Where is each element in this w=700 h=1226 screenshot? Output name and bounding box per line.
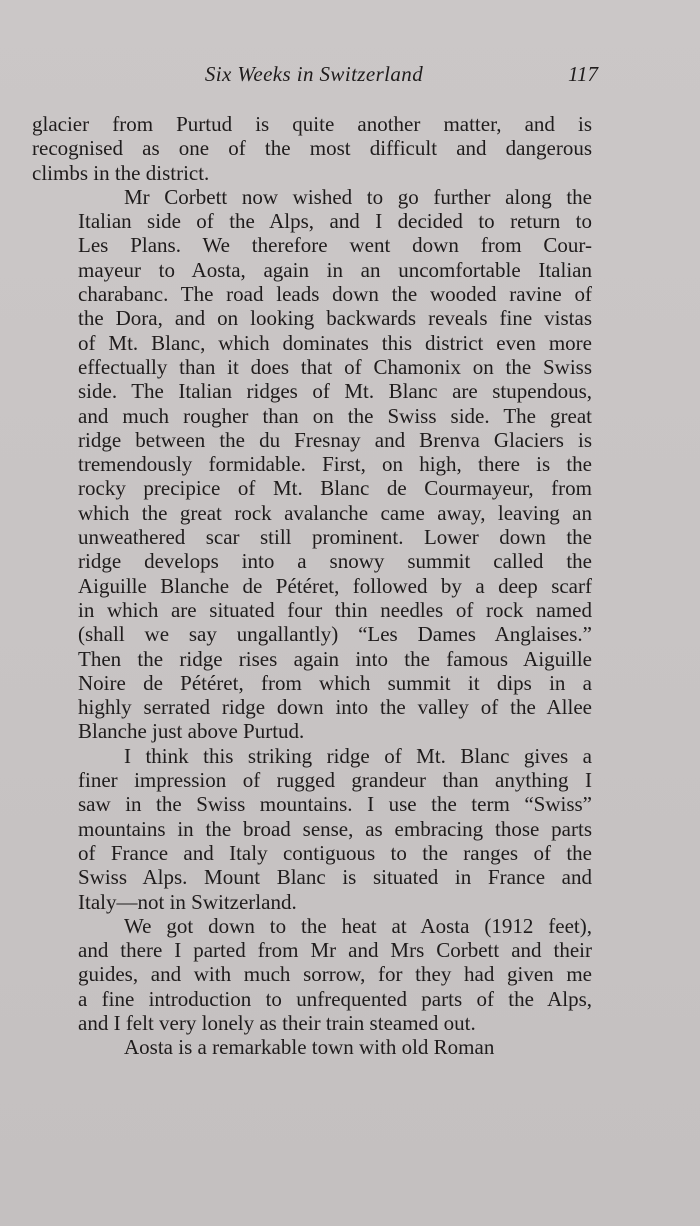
text-line: Noire de Pétéret, from which summit it dips in a — [78, 670, 592, 695]
text-line: charabanc. The road leads down the wooded ravine of — [78, 282, 592, 307]
text-line: Swiss Alps. Mount Blanc is situated in France and — [78, 865, 592, 890]
paragraph — [32, 744, 592, 914]
text-line: glacier from Purtud is quite another matter, and is — [32, 112, 592, 136]
text-line: Les Plans. We therefore went down from Cour- — [78, 233, 592, 258]
text-line: of France and Italy contiguous to the ranges of the — [78, 840, 592, 865]
text-line: and I felt very lonely as their train steamed out. — [78, 1010, 476, 1035]
text-line: (shall we say ungallantly) “Les Dames Anglaises.” — [78, 622, 592, 647]
text-line: ridge between the du Fresnay and Brenva Glaciers is — [78, 427, 592, 452]
page-number: 117 — [568, 62, 598, 86]
text-line: a fine introduction to unfrequented parts of the Alps, — [78, 986, 592, 1011]
text-line: finer impression of rugged grandeur than anything I — [78, 768, 592, 793]
text-line: I think this striking ridge of Mt. Blanc gives a — [124, 743, 592, 768]
paragraph — [32, 185, 592, 744]
text-line: Aiguille Blanche de Pétéret, followed by a deep scarf — [78, 573, 592, 598]
text-line: recognised as one of the most difficult and dangerous — [32, 136, 592, 161]
page-header — [30, 60, 598, 90]
text-line: effectually than it does that of Chamonix on the Swiss — [78, 354, 592, 379]
text-line: Blanche just above Purtud. — [78, 719, 305, 744]
text-line: We got down to the heat at Aosta (1912 feet), — [124, 913, 592, 938]
text-line: Italian side of the Alps, and I decided to return to — [78, 209, 592, 234]
text-line: highly serrated ridge down into the valley of the Allee — [78, 695, 592, 720]
text-line: Aosta is a remarkable town with old Roman — [124, 1035, 495, 1060]
text-line: mountains in the broad sense, as embracing those parts — [78, 816, 592, 841]
text-line: which the great rock avalanche came away, leaving an — [78, 500, 592, 525]
text-line: Mr Corbett now wished to go further along the — [124, 184, 592, 209]
paragraph — [32, 112, 592, 185]
text-line: and much rougher than on the Swiss side. The great — [78, 403, 592, 428]
text-line: guides, and with much sorrow, for they had given me — [78, 962, 592, 987]
text-line: of Mt. Blanc, which dominates this district even more — [78, 330, 592, 355]
paragraph — [32, 914, 592, 1035]
text-line: unweathered scar still prominent. Lower down the — [78, 525, 592, 550]
text-line: rocky precipice of Mt. Blanc de Courmayeur, from — [78, 476, 592, 501]
text-line: the Dora, and on looking backwards reveals fine vistas — [78, 306, 592, 331]
text-line: saw in the Swiss mountains. I use the term “Swiss” — [78, 792, 592, 817]
text-line: ridge develops into a snowy summit called the — [78, 549, 592, 574]
text-line: and there I parted from Mr and Mrs Corbett and their — [78, 938, 592, 963]
paragraph — [32, 1035, 592, 1059]
running-title: Six Weeks in Switzerland — [204, 62, 424, 86]
text-line: Then the ridge rises again into the famous Aiguille — [78, 646, 592, 671]
text-line: side. The Italian ridges of Mt. Blanc are stupendous, — [78, 379, 592, 404]
text-line: climbs in the district. — [32, 160, 210, 185]
text-line: tremendously formidable. First, on high, there is the — [78, 452, 592, 477]
text-line: in which are situated four thin needles of rock named — [78, 597, 592, 622]
text-line: Italy—not in Switzerland. — [78, 889, 297, 914]
body-text — [32, 112, 592, 1060]
text-line: mayeur to Aosta, again in an uncomfortable Italian — [78, 257, 592, 282]
